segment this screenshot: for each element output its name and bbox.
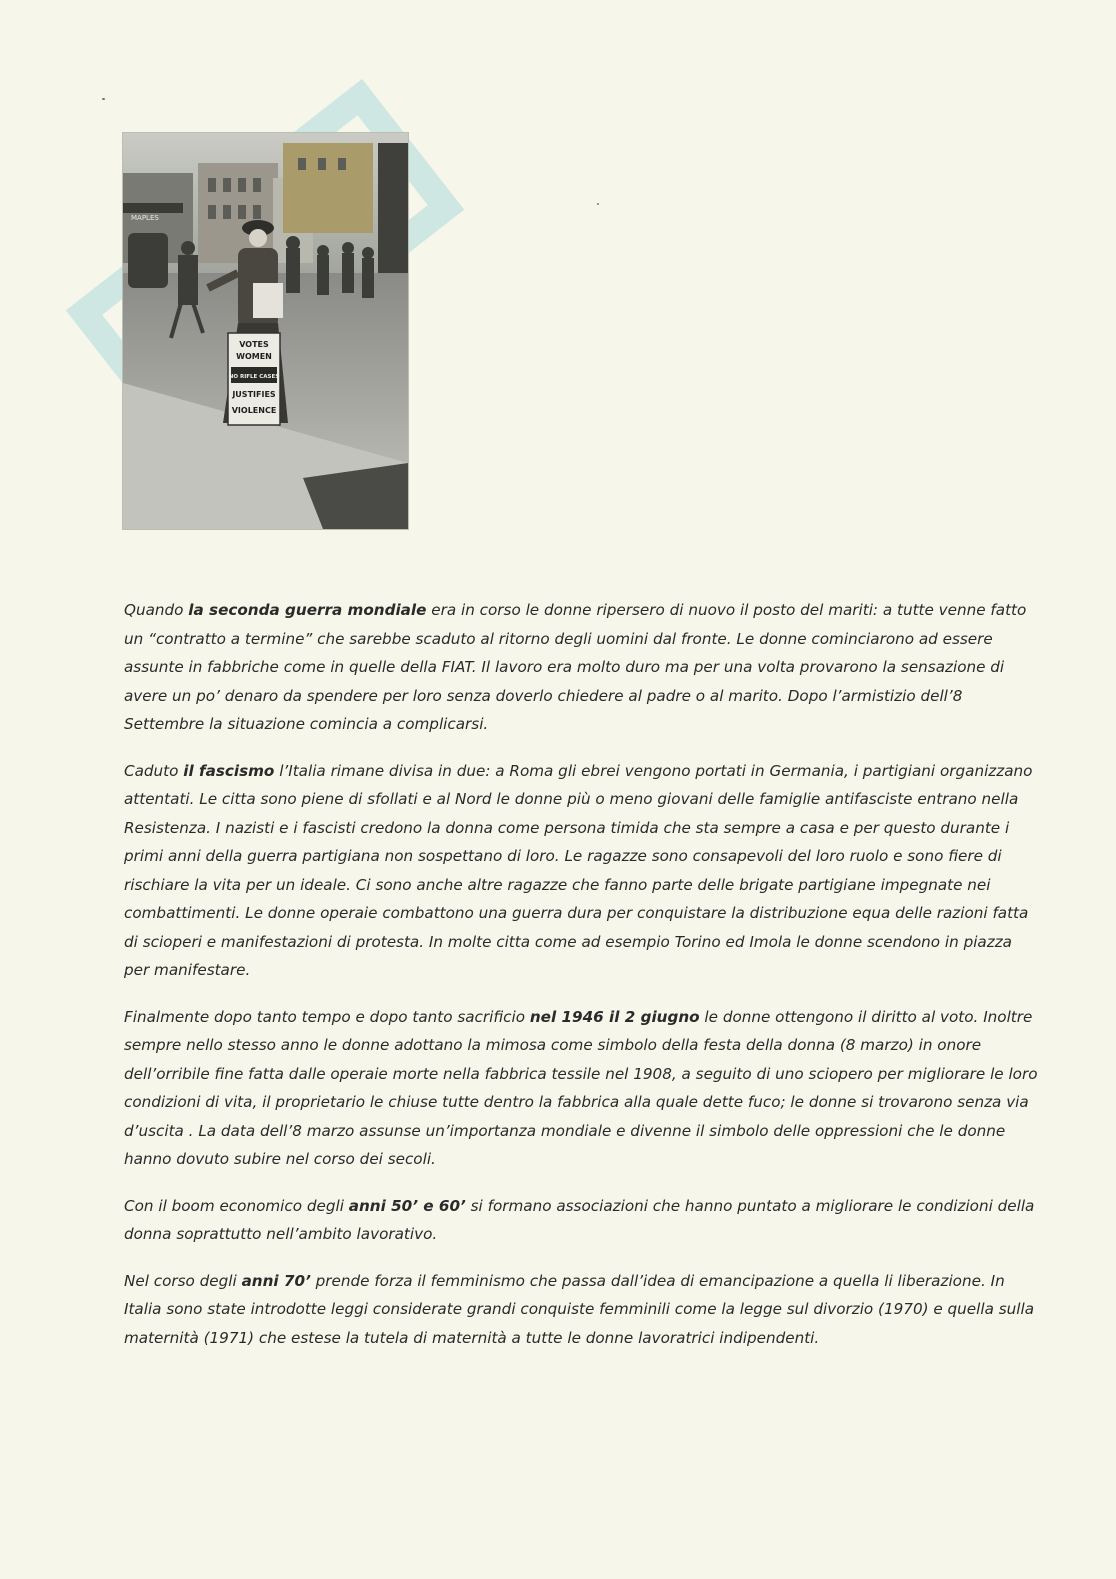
bold-phrase: la seconda guerra mondiale <box>188 601 427 619</box>
paragraph <box>124 1192 1042 1249</box>
text-run: Con il boom economico degli <box>124 1196 349 1215</box>
text-run: era in corso le donne ripersero di nuovo il posto del mariti: a tutte venne fatto un “contratto a termine” che sarebbe scaduto al ritorno degli uomini dal fronte. Le donne cominciarono ad essere assunte in fabbriche come in quelle della FIAT. Il lavoro era molto duro ma per una volta provarono la sensazione di avere un po’ denaro da spendere per loro senza doverlo chiedere al padre o al marito. Dopo l’armistizio dell’8 Settembre la situazione comincia a complicarsi. <box>124 601 1027 733</box>
body-text <box>124 596 1042 1370</box>
text-run: Finalmente dopo tanto tempo e dopo tanto sacrificio <box>124 1007 530 1026</box>
bold-phrase: anni 70’ <box>241 1271 311 1290</box>
sign-line-3: NO RIFLE CASES <box>228 374 280 380</box>
historical-photo <box>123 133 408 529</box>
text-run: prende forza il femminismo che passa dall’idea di emancipazione a quella li liberazione. In Italia sono state introdotte leggi considerate grandi conquiste femminili come la legge sul divorzio (1970) e quella sulla maternità (1971) che estese la tutela di maternità a tutte le donne lavoratrici indipendenti. <box>124 1271 1035 1347</box>
paragraph <box>124 757 1042 985</box>
shop-sign: MAPLES <box>131 214 159 222</box>
bold-phrase: anni 50’ e 60’ <box>348 1196 466 1215</box>
paragraph <box>124 596 1042 739</box>
sign-line-5: VIOLENCE <box>231 406 277 415</box>
bold-phrase: il fascismo <box>183 761 275 780</box>
sign-line-1: VOTES <box>239 340 269 349</box>
scan-speck <box>102 98 105 100</box>
text-run: Quando <box>124 601 189 619</box>
paragraph <box>124 1267 1042 1353</box>
sign-line-2: WOMEN <box>236 352 272 361</box>
scan-speck <box>597 203 599 205</box>
paragraph <box>124 1003 1042 1174</box>
sign-line-4: JUSTIFIES <box>232 390 276 399</box>
text-run: Caduto <box>124 761 184 780</box>
text-run: l’Italia rimane divisa in due: a Roma gli ebrei vengono portati in Germania, i partigiani organizzano attentati. Le citta sono piene di sfollati e al Nord le donne più o meno giovani delle famiglie antifasciste entrano nella Resistenza. I nazisti e i fascisti credono la donna come persona timida che sta sempre a casa e per questo durante i primi anni della guerra partigiana non sospettano di loro. Le ragazze sono consapevoli del loro ruolo e sono fiere di rischiare la vita per un ideale. Ci sono anche altre ragazze che fanno parte delle brigate partigiane impegnate nei combattimenti. Le donne operaie combattono una guerra dura per conquistare la distribuzione equa delle razioni fatta di scioperi e manifestazioni di protesta. In molte citta come ad esempio Torino ed Imola le donne scendono in piazza per manifestare. <box>124 761 1033 979</box>
text-run: le donne ottengono il diritto al voto. Inoltre sempre nello stesso anno le donne adottano la mimosa come simbolo della festa della donna (8 marzo) in onore dell’orribile fine fatta dalle operaie morte nella fabbrica tessile nel 1908, a seguito di uno sciopero per migliorare le loro condizioni di vita, il proprietario le chiuse tutte dentro la fabbrica alla quale dette fuco; le donne si trovarono senza via d’uscita . La data dell’8 marzo assunse un’importanza mondiale e divenne il simbolo delle oppressioni che le donne hanno dovuto subire nel corso dei secoli. <box>124 1007 1038 1168</box>
bold-phrase: nel 1946 il 2 giugno <box>529 1007 700 1026</box>
text-run: si formano associazioni che hanno puntato a migliorare le condizioni della donna soprattutto nell’ambito lavorativo. <box>124 1196 1035 1243</box>
text-run: Nel corso degli <box>124 1271 242 1290</box>
